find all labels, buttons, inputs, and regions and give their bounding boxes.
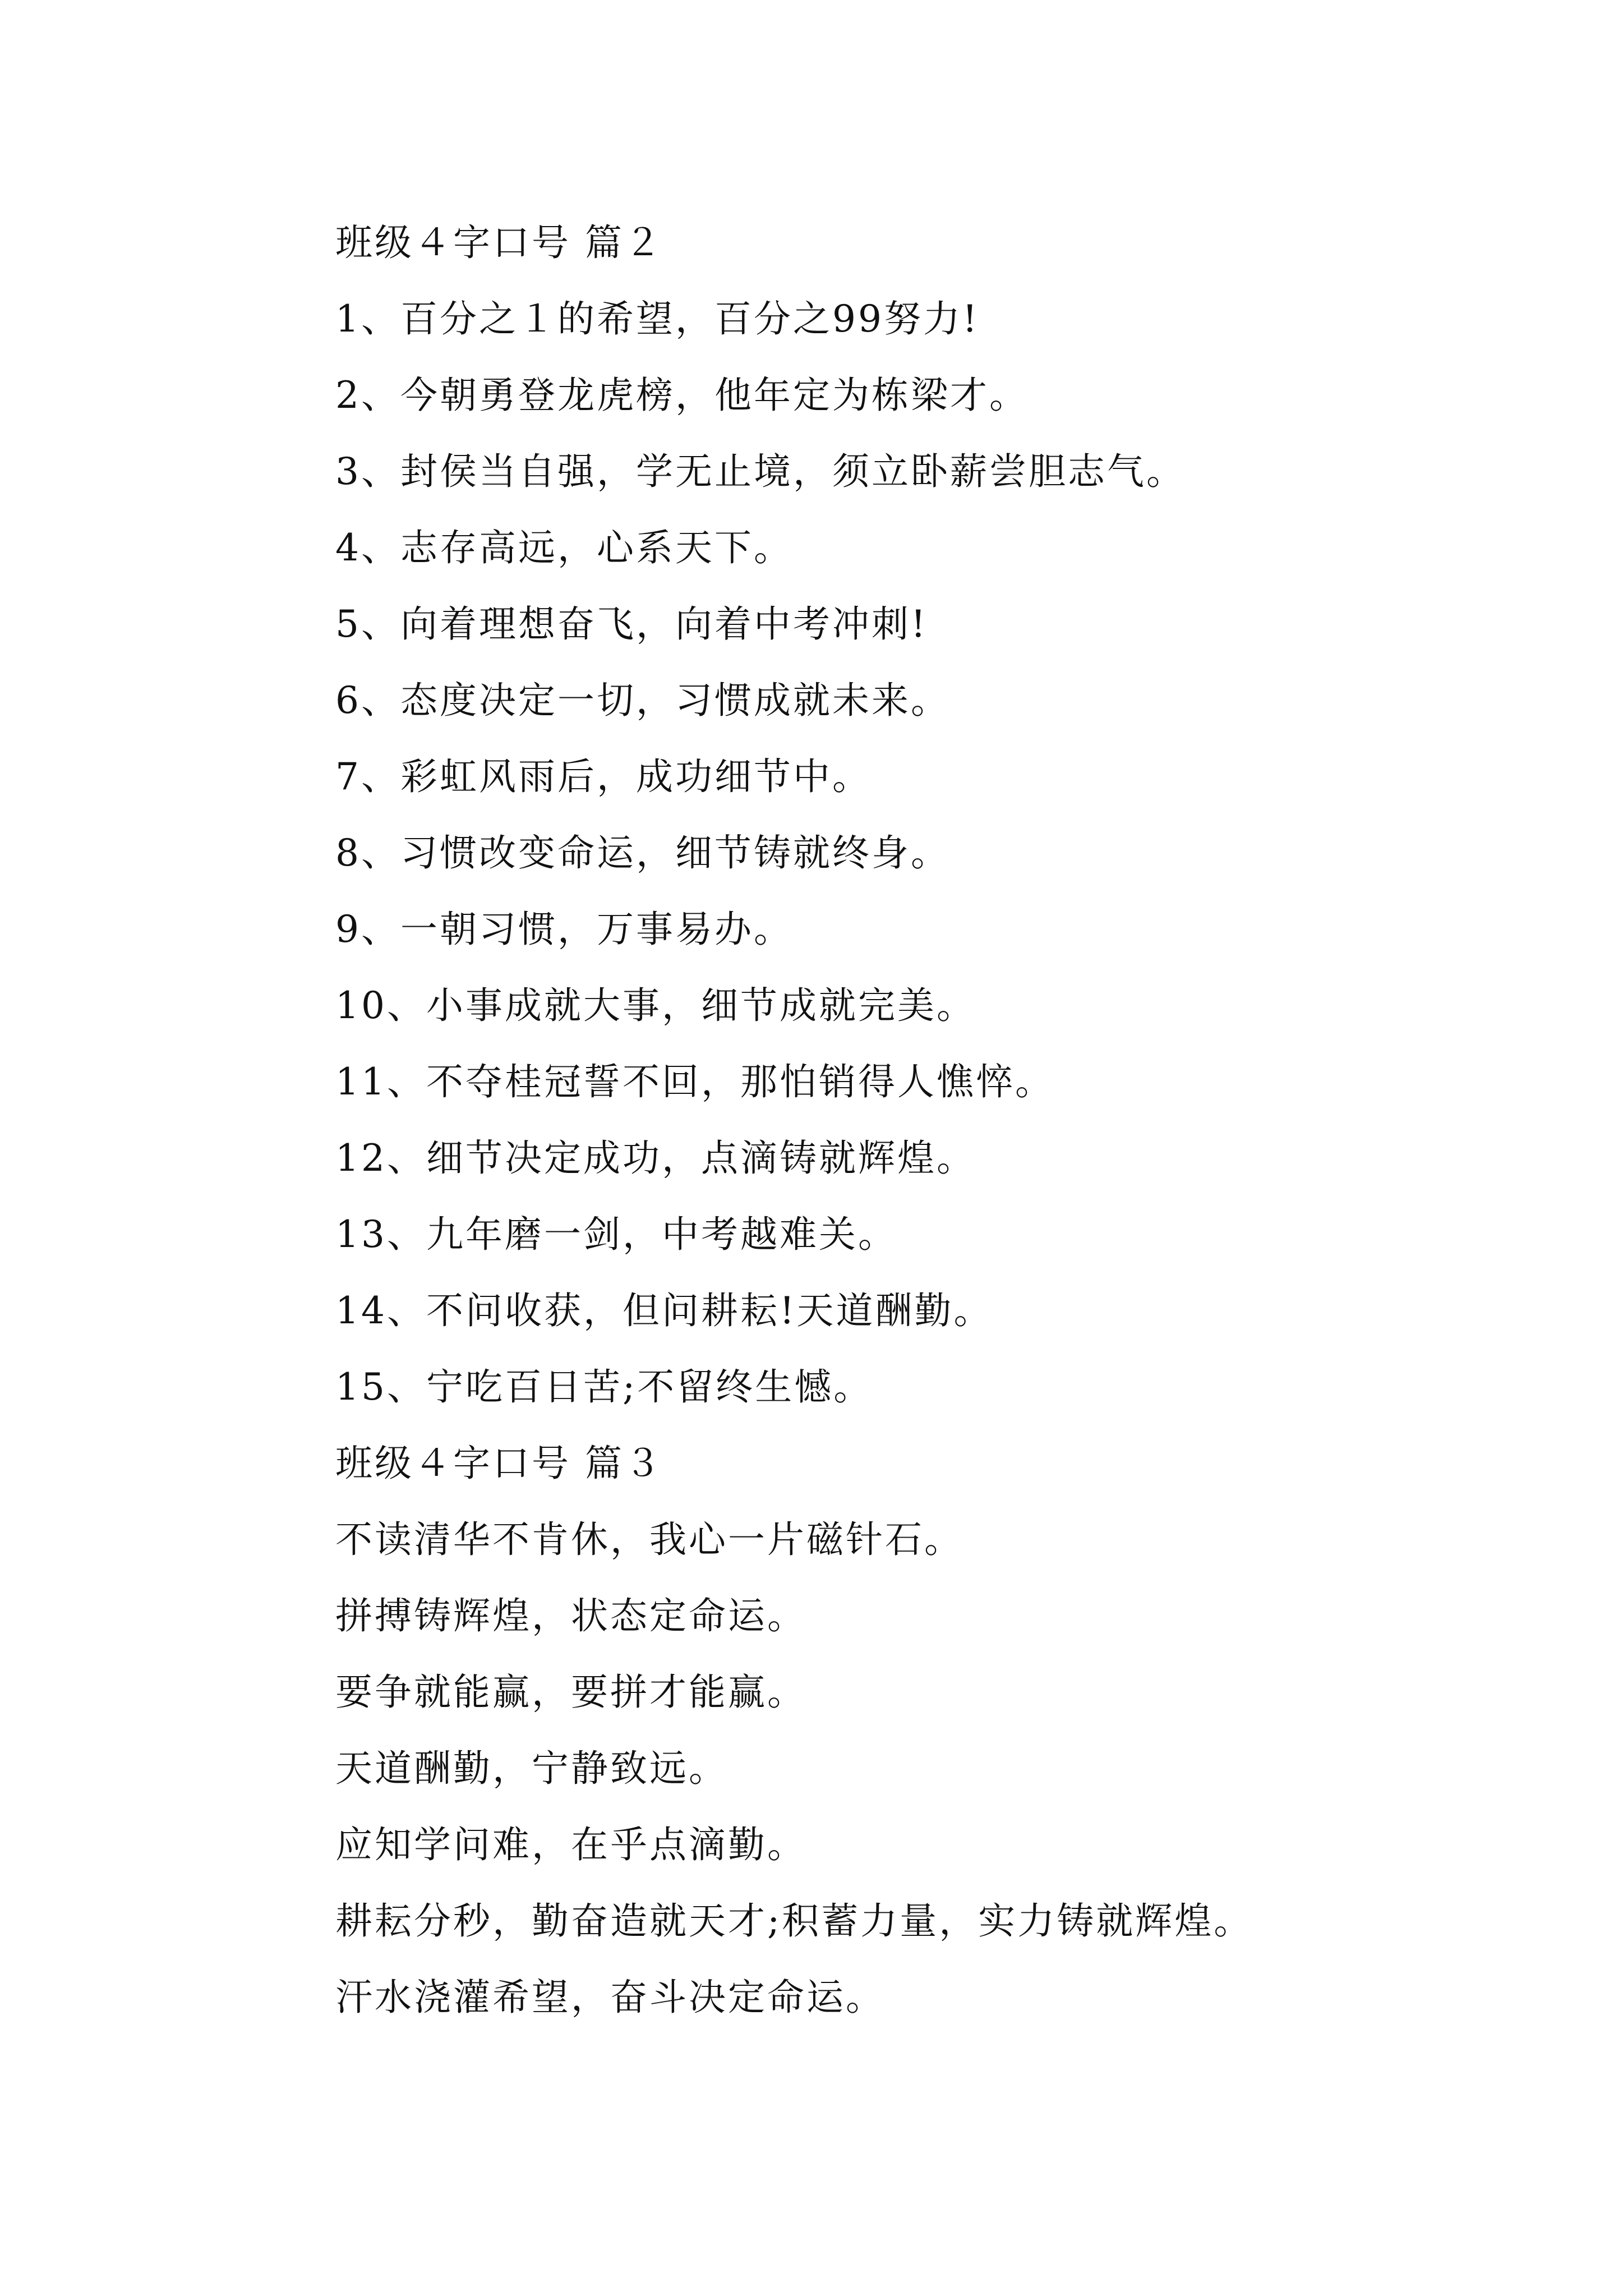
slogan-line: 15、宁吃百日苦;不留终生憾。: [335, 1365, 873, 1409]
slogan-line: 2、今朝勇登龙虎榜，他年定为栋梁才。: [335, 374, 1029, 417]
slogan-line: 拼搏铸辉煌，状态定命运。: [335, 1594, 806, 1637]
slogan-line: 12、细节决定成功，点滴铸就辉煌。: [335, 1137, 976, 1180]
slogan-line: 10、小事成就大事，细节成就完美。: [335, 984, 976, 1027]
slogan-line: 8、习惯改变命运，细节铸就终身。: [335, 831, 950, 875]
slogan-line: 5、向着理想奋飞，向着中考冲刺!: [335, 602, 928, 646]
slogan-line: 14、不问收获，但问耕耘!天道酬勤。: [335, 1289, 993, 1332]
slogan-line: 耕耘分秒，勤奋造就天才;积蓄力量，实力铸就辉煌。: [335, 1899, 1253, 1943]
slogan-line: 11、不夺桂冠誓不回，那怕销得人憔悴。: [335, 1060, 1054, 1103]
slogan-line: 3、封侯当自强，学无止境，须立卧薪尝胆志气。: [335, 450, 1186, 493]
slogan-line: 13、九年磨一剑，中考越难关。: [335, 1213, 897, 1256]
slogan-line: 应知学问难，在乎点滴勤。: [335, 1823, 806, 1866]
slogan-line: 不读清华不肯休，我心一片磁针石。: [335, 1518, 963, 1561]
slogan-line: 6、态度决定一切，习惯成就未来。: [335, 679, 950, 722]
slogan-line: 天道酬勤，宁静致远。: [335, 1747, 728, 1790]
slogan-line: 7、彩虹风雨后，成功细节中。: [335, 755, 872, 798]
slogan-line: 4、志存高远，心系天下。: [335, 526, 793, 569]
slogan-line: 1、百分之１的希望，百分之99努力!: [335, 297, 980, 341]
section-heading-2: 班级４字口号 篇２: [335, 221, 663, 264]
document-body: [335, 205, 1513, 2036]
slogan-line: 汗水浇灌希望，奋斗决定命运。: [335, 1976, 885, 2019]
slogan-line: 9、一朝习惯，万事易办。: [335, 908, 793, 951]
slogan-line: 要争就能赢，要拼才能赢。: [335, 1671, 806, 1714]
section-heading-3: 班级４字口号 篇３: [335, 1442, 663, 1485]
